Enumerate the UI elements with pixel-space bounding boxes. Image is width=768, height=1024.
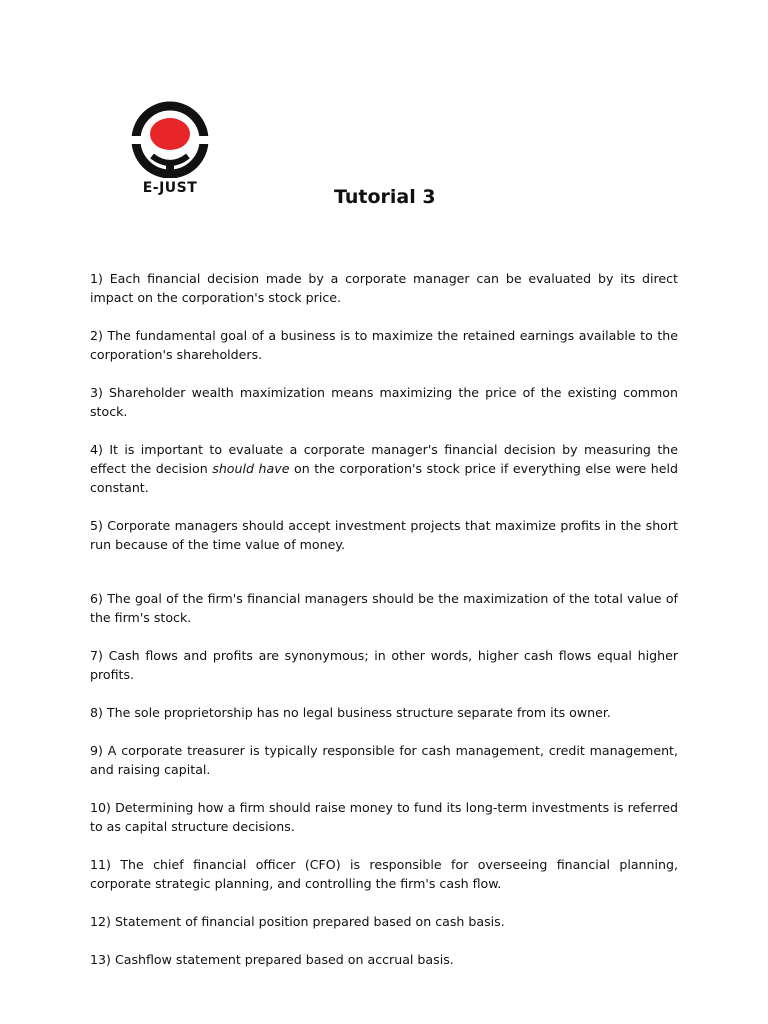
question-item [90, 950, 678, 969]
question-text: 1) Each financial decision made by a corporate manager can be evaluated by its direct impact on the corporation's stock price. [90, 271, 678, 305]
page-title: Tutorial 3 [334, 186, 436, 208]
question-text: 3) Shareholder wealth maximization means maximizing the price of the existing common stock. [90, 385, 678, 419]
question-emphasis: should have [212, 461, 290, 476]
question-item [90, 440, 678, 497]
question-text: 7) Cash flows and profits are synonymous; in other words, higher cash flows equal higher profits. [90, 648, 678, 682]
question-item [90, 326, 678, 364]
question-text: 10) Determining how a firm should raise money to fund its long-term investments is referred to as capital structure decisions. [90, 800, 678, 834]
question-item [90, 516, 678, 554]
question-text: 5) Corporate managers should accept investment projects that maximize profits in the short run because of the time value of money. [90, 518, 678, 552]
question-text: 2) The fundamental goal of a business is to maximize the retained earnings available to the corporation's shareholders. [90, 328, 678, 362]
question-item [90, 269, 678, 307]
question-text: 12) Statement of financial position prepared based on cash basis. [90, 914, 505, 929]
question-text: 8) The sole proprietorship has no legal business structure separate from its owner. [90, 705, 611, 720]
question-text: 11) The chief financial officer (CFO) is responsible for overseeing financial planning, corporate strategic planning, and controlling the firm's cash flow. [90, 857, 678, 891]
ejust-logo [128, 100, 212, 200]
question-item [90, 703, 678, 722]
question-list [90, 269, 678, 988]
question-item [90, 383, 678, 421]
question-text: 6) The goal of the firm's financial managers should be the maximization of the total value of the firm's stock. [90, 591, 678, 625]
question-text: 13) Cashflow statement prepared based on accrual basis. [90, 952, 454, 967]
logo-text: E-JUST [142, 180, 198, 196]
ejust-emblem-icon [128, 100, 212, 178]
question-text-before: 4) It is important to evaluate a corporate manager's financial decision by measuring the effect the decision [90, 442, 678, 476]
question-item [90, 589, 678, 627]
question-text: 9) A corporate treasurer is typically responsible for cash management, credit management, and raising capital. [90, 743, 678, 777]
question-text-after: on the corporation's stock price if everything else were held constant. [90, 461, 678, 495]
question-item [90, 855, 678, 893]
question-item [90, 741, 678, 779]
question-item [90, 646, 678, 684]
question-item [90, 798, 678, 836]
question-item [90, 912, 678, 931]
